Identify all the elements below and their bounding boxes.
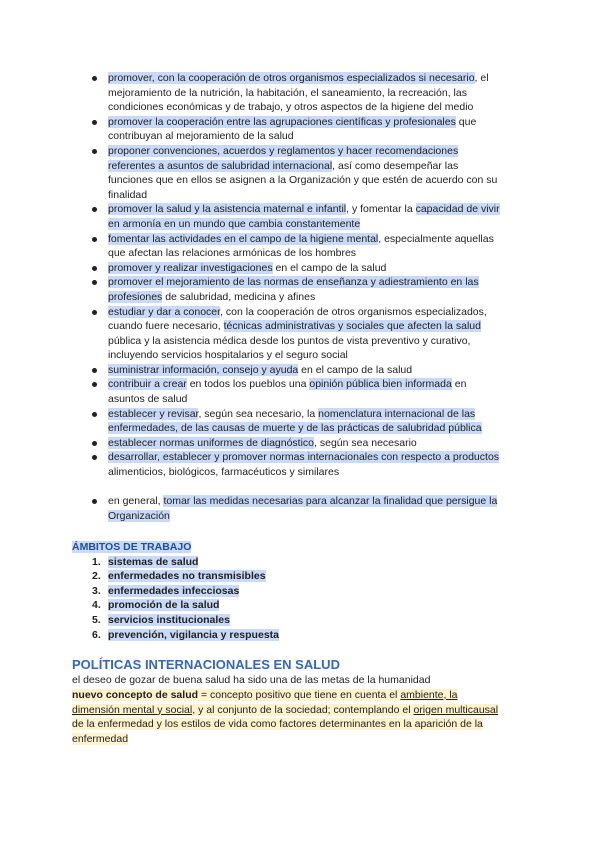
- numbered-item: [72, 555, 372, 570]
- list-item: [92, 450, 532, 479]
- highlighted-text: desarrollar, establecer y promover normas internacionales con respecto a productos: [108, 451, 500, 464]
- list-item-line: [108, 246, 532, 261]
- highlighted-text: de la enfermedad y los estilos de vida como factores determinantes en la aparición de la: [72, 718, 483, 731]
- highlighted-text: enfermedades, de las causas de muerte y de las prácticas de salubridad pública: [108, 422, 482, 435]
- list-item-line: [108, 261, 532, 276]
- list-item-line: [108, 334, 532, 349]
- text-segment: , según sea necesario: [314, 436, 417, 449]
- list-item-line: [108, 159, 532, 174]
- item-text: prevención, vigilancia y respuesta: [108, 628, 279, 641]
- highlighted-text: promover la cooperación entre las agrupaciones científicas y profesionales: [108, 115, 456, 128]
- highlighted-text: Organización: [108, 509, 170, 522]
- highlighted-text: capacidad de vivir: [415, 203, 500, 216]
- text-segment: alimenticios, biológicos, farmacéuticos y similares: [108, 466, 340, 479]
- highlighted-text: enfermedad: [72, 733, 129, 746]
- highlighted-text: establecer y revisar: [108, 407, 199, 420]
- list-item-line: [108, 363, 532, 378]
- highlighted-text: promover el mejoramiento de las normas de enseñanza y adiestramiento en las: [108, 276, 479, 289]
- bullet-icon: [92, 76, 97, 81]
- text-segment: finalidad: [108, 188, 148, 201]
- list-item-line: [108, 144, 532, 159]
- list-item: [92, 436, 532, 451]
- highlighted-text: fomentar las actividades en el campo de la higiene mental: [108, 232, 379, 245]
- list-item-line: [108, 305, 532, 320]
- text-segment: que: [455, 115, 477, 128]
- list-item-line: [108, 86, 532, 101]
- bullet-icon: [92, 120, 97, 125]
- list-item-line: [108, 188, 532, 203]
- list-item: [92, 377, 532, 406]
- text-segment: , el: [474, 72, 489, 84]
- ambitos-heading-text: ÁMBITOS DE TRABAJO: [72, 541, 192, 553]
- highlighted-text: promover la salud y la asistencia maternal e infantil: [108, 203, 347, 216]
- list-item: [92, 363, 532, 378]
- list-item-line: [108, 450, 532, 465]
- ambitos-heading: [72, 540, 372, 555]
- list-item-line: [108, 115, 532, 130]
- list-item-line: [108, 465, 532, 480]
- text-segment: funciones que en ellos se asignen a la Organización y que estén de acuerdo con su: [108, 174, 498, 187]
- list-item-line: [108, 232, 532, 247]
- list-item-line: [108, 100, 532, 115]
- highlighted-text: promover, con la cooperación de otros organismos especializados si necesario: [108, 72, 475, 84]
- list-item: [92, 305, 532, 363]
- text-segment: , según sea necesario, la: [198, 407, 319, 420]
- bullet-icon: [92, 499, 97, 504]
- list-item-line: [108, 348, 532, 363]
- list-item: [92, 202, 532, 231]
- highlighted-text: nomenclatura internacional de las: [318, 407, 476, 420]
- item-number: 6.: [92, 628, 101, 641]
- bullet-icon: [92, 455, 97, 460]
- text-segment: cuando fuere necesario,: [108, 320, 224, 333]
- highlighted-text: profesiones: [108, 290, 163, 303]
- highlighted-text: , y al conjunto de la sociedad; contemplando el: [192, 703, 414, 716]
- paragraph-line: [72, 688, 532, 703]
- numbered-item: [72, 613, 372, 628]
- item-number: 2.: [92, 570, 101, 583]
- bullet-icon: [92, 207, 97, 212]
- highlighted-text: técnicas administrativas y sociales que afecten la salud: [223, 320, 481, 333]
- list-item-line: [108, 494, 532, 509]
- text-segment: , con la cooperación de otros organismos especializados,: [220, 305, 487, 318]
- politicas-intro: el deseo de gozar de buena salud ha sido una de las metas de la humanidad: [72, 674, 431, 686]
- highlighted-text: referentes a asuntos de salubridad internacional: [108, 159, 333, 172]
- text-segment: , así como desempeñar las: [332, 159, 459, 172]
- text-segment: asuntos de salud: [108, 393, 188, 406]
- bullet-icon: [92, 310, 97, 315]
- list-item-line: [108, 290, 532, 305]
- bullet-icon: [92, 412, 97, 417]
- item-text: servicios institucionales: [108, 613, 230, 626]
- list-item: [92, 261, 532, 276]
- list-item-line: [108, 129, 532, 144]
- objectives-list: [92, 71, 532, 523]
- highlighted-text: nuevo concepto de salud: [72, 688, 199, 701]
- bullet-icon: [92, 368, 97, 373]
- list-item: [92, 407, 532, 436]
- bullet-icon: [92, 237, 97, 242]
- underlined-text: ambiente, la: [400, 688, 458, 701]
- underlined-text: dimensión mental y social: [72, 703, 193, 716]
- list-item-line: [108, 377, 532, 392]
- numbered-item: [72, 584, 372, 599]
- list-item: [92, 144, 532, 202]
- highlighted-text: contribuir a crear: [108, 378, 187, 391]
- text-segment: contribuyan al mejoramiento de la salud: [108, 130, 294, 143]
- text-segment: que afectan las relaciones armónicas de los hombres: [108, 247, 357, 260]
- list-item-line: [108, 217, 532, 232]
- paragraph-line: [72, 703, 532, 718]
- text-segment: , y fomentar la: [346, 203, 416, 216]
- highlighted-text: estudiar y dar a conocer: [108, 305, 221, 318]
- list-item-line: [108, 173, 532, 188]
- item-text: enfermedades infecciosas: [108, 584, 240, 597]
- paragraph-line: [72, 717, 532, 732]
- item-number: 3.: [92, 584, 101, 597]
- politicas-paragraph: [72, 688, 532, 747]
- highlighted-text: = concepto positivo que tiene en cuenta el: [198, 688, 401, 701]
- highlighted-text: en armonía en un mundo que cambia constantemente: [108, 217, 361, 230]
- text-segment: en el campo de la salud: [272, 261, 387, 274]
- numbered-item: [72, 598, 372, 613]
- numbered-item: [72, 569, 372, 584]
- text-segment: incluyendo servicios hospitalarios y el seguro social: [108, 349, 348, 362]
- ambitos-section: [72, 540, 372, 642]
- text-segment: en todos los pueblos una: [186, 378, 310, 391]
- item-text: promoción de la salud: [108, 599, 220, 612]
- text-segment: mejoramiento de la nutrición, la habitación, el saneamiento, la recreación, las: [108, 86, 467, 99]
- politicas-section: [72, 656, 532, 747]
- list-item-line: [108, 319, 532, 334]
- politicas-heading: POLÍTICAS INTERNACIONALES EN SALUD: [72, 657, 340, 672]
- list-item-line: [108, 71, 532, 86]
- numbered-item: [72, 628, 372, 643]
- text-segment: condiciones económicas y de trabajo, y otros aspectos de la higiene del medio: [108, 101, 474, 114]
- list-item-line: [108, 407, 532, 422]
- item-number: 5.: [92, 613, 101, 626]
- bullet-icon: [92, 280, 97, 285]
- underlined-text: origen multicausal: [413, 703, 499, 716]
- text-segment: en general,: [108, 495, 164, 508]
- bullet-icon: [92, 149, 97, 154]
- bullet-icon: [92, 441, 97, 446]
- list-item: [92, 494, 532, 523]
- bullet-icon: [92, 382, 97, 387]
- text-segment: en: [451, 378, 467, 391]
- text-segment: pública y la asistencia médica desde los puntos de vista preventivo y curativo,: [108, 334, 471, 347]
- ambitos-numbered-list: [72, 555, 372, 643]
- list-item-line: [108, 421, 532, 436]
- list-item-line: [108, 202, 532, 217]
- highlighted-text: establecer normas uniformes de diagnóstico: [108, 436, 315, 449]
- highlighted-text: tomar las medidas necesarias para alcanzar la finalidad que persigue la: [163, 495, 498, 508]
- highlighted-text: suministrar información, consejo y ayuda: [108, 363, 299, 376]
- text-segment: de salubridad, medicina y afines: [162, 290, 316, 303]
- paragraph-line: [72, 732, 532, 747]
- text-segment: , especialmente aquellas: [378, 232, 494, 245]
- item-number: 1.: [92, 555, 101, 568]
- list-item-line: [108, 275, 532, 290]
- list-item: [92, 275, 532, 304]
- list-item-line: [108, 436, 532, 451]
- item-text: sistemas de salud: [108, 555, 199, 568]
- item-text: enfermedades no transmisibles: [108, 570, 266, 583]
- bullet-icon: [92, 266, 97, 271]
- list-item-line: [108, 509, 532, 524]
- list-item: [92, 71, 532, 115]
- highlighted-text: proponer convenciones, acuerdos y reglamentos y hacer recomendaciones: [108, 144, 459, 157]
- list-item-line: [108, 392, 532, 407]
- list-item: [92, 115, 532, 144]
- item-number: 4.: [92, 599, 101, 612]
- highlighted-text: opinión pública bien informada: [309, 378, 452, 391]
- list-item: [92, 232, 532, 261]
- highlighted-text: promover y realizar investigaciones: [108, 261, 273, 274]
- text-segment: en el campo de la salud: [298, 363, 413, 376]
